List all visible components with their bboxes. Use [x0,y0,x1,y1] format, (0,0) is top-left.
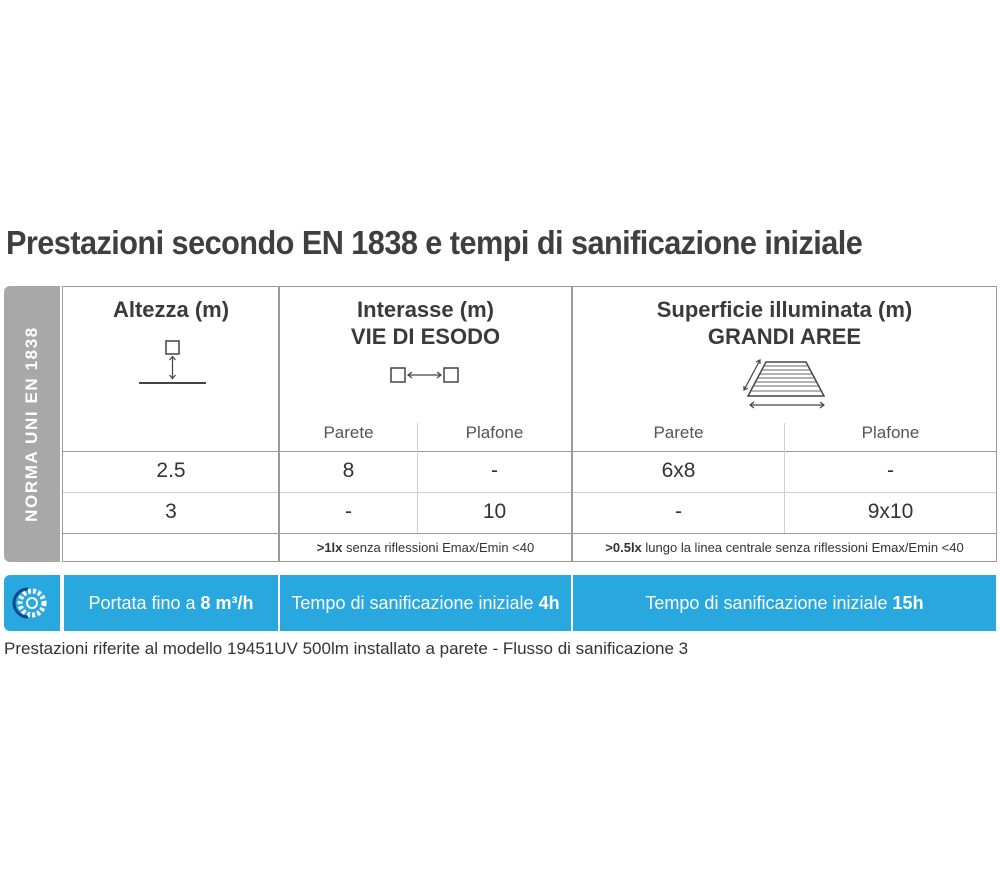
portata-text: Portata fino a 8 m³/h [88,593,254,613]
cell-interasse-parete: - [345,500,352,523]
table-bottom-border [62,561,996,562]
page-title: Prestazioni secondo EN 1838 e tempi di sanificazione iniziale [6,224,863,261]
cell-superficie-plafone: 9x10 [867,500,914,523]
table-left-border [62,286,63,562]
header-interasse-sub: VIE DI ESODO [350,324,501,349]
note-interasse: >1lx senza riflessioni Emax/Emin <40 [316,540,535,555]
cell-interasse-parete: 8 [342,459,355,482]
table-top-border [62,286,996,287]
sanification-icon [14,585,50,621]
header-altezza: Altezza (m) [112,297,230,322]
table-header-border [62,451,996,452]
cell-superficie-plafone: - [887,459,894,482]
cell-superficie-parete: 6x8 [661,459,696,482]
spacing-diagram-icon [386,364,466,388]
height-diagram-icon [130,336,220,390]
area-diagram-icon [738,356,834,412]
side-label: NORMA UNI EN 1838 [22,326,41,522]
header-superficie-sub: GRANDI AREE [707,324,862,349]
tempo-4h-text: Tempo di sanificazione iniziale 4h [291,593,560,613]
subheader-superficie-plafone: Plafone [861,423,920,442]
cell-altezza: 3 [165,500,177,523]
table-row-divider [62,492,996,493]
table-body-border [62,533,996,534]
tempo-15h-text: Tempo di sanificazione iniziale 15h [645,593,924,613]
subheader-superficie-parete: Parete [653,423,704,442]
header-superficie: Superficie illuminata (m) [656,297,913,322]
cell-interasse-plafone: 10 [482,500,507,523]
cell-interasse-plafone: - [491,459,498,482]
cell-altezza: 2.5 [156,459,186,482]
subheader-interasse-parete: Parete [323,423,374,442]
header-interasse: Interasse (m) [357,297,494,322]
note-superficie: >0.5lx lungo la linea centrale senza riflessioni Emax/Emin <40 [605,540,964,555]
cell-superficie-parete: - [675,500,682,523]
table-right-border [996,286,997,562]
footer-note: Prestazioni riferite al modello 19451UV 500lm installato a parete - Flusso di sanificazione 3 [4,639,689,658]
subheader-interasse-plafone: Plafone [465,423,524,442]
